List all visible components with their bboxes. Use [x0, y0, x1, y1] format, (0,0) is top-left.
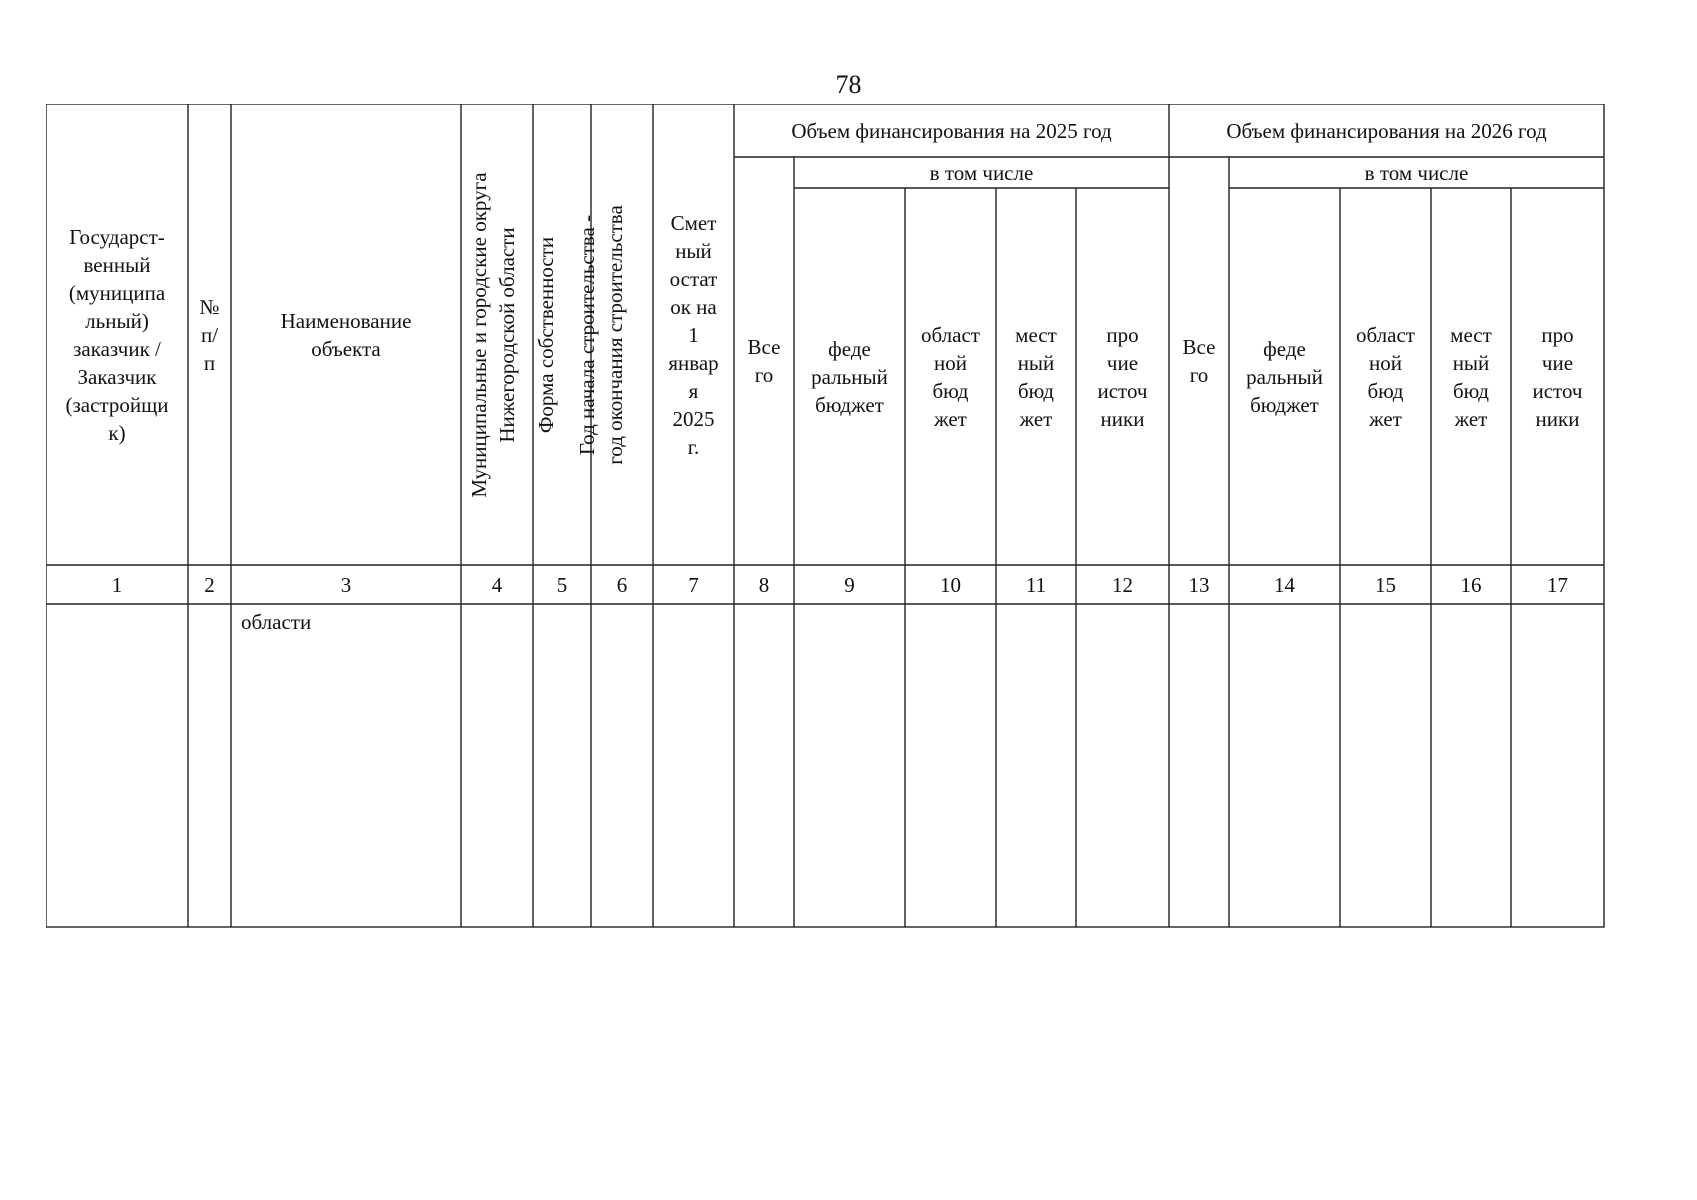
header-2026-local: мест ный бюд жет — [1450, 322, 1492, 431]
header-2025-regional: област ной бюд жет — [921, 322, 980, 431]
header-financing-2025: Объем финансирования на 2025 год — [791, 118, 1112, 143]
column-number: 5 — [556, 572, 568, 597]
column-number: 17 — [1547, 572, 1568, 597]
header-2025-local: мест ный бюд жет — [1015, 322, 1057, 431]
header-2026-total: Все го — [1182, 335, 1216, 387]
header-2026-other: про чие источ ники — [1532, 322, 1583, 431]
column-number: 14 — [1274, 572, 1295, 597]
column-number: 15 — [1375, 572, 1396, 597]
header-2026-regional: област ной бюд жет — [1356, 322, 1415, 431]
header-construction-years: Год начала строительства - год окончания строительства — [575, 205, 627, 465]
header-2026-federal: феде ральный бюджет — [1246, 336, 1323, 417]
column-number: 8 — [758, 572, 770, 597]
header-object-name: Наименование объекта — [280, 308, 412, 361]
column-number: 13 — [1188, 572, 1210, 597]
column-number: 6 — [616, 572, 628, 597]
header-municipal-districts: Муниципальные и городские округа Нижегородской области — [467, 172, 519, 498]
column-number: 7 — [688, 572, 699, 597]
column-number: 2 — [204, 572, 215, 597]
header-2025-total: Все го — [747, 335, 781, 387]
column-number: 12 — [1112, 572, 1133, 597]
header-customer: Государст- венный (муниципа льный) заказчик / Заказчик (застройщи к) — [65, 224, 169, 445]
header-2025-other: про чие источ ники — [1097, 322, 1148, 431]
page-number: 78 — [835, 70, 862, 99]
header-2026-including: в том числе — [1364, 160, 1469, 185]
column-number: 3 — [340, 572, 352, 597]
header-row-number: № п/ п — [199, 294, 220, 375]
body-object-name: области — [241, 610, 312, 634]
header-financing-2026: Объем финансирования на 2026 год — [1226, 118, 1547, 143]
financing-table — [46, 104, 1606, 929]
column-number: 1 — [111, 572, 123, 597]
header-2025-including: в том числе — [929, 160, 1034, 185]
header-estimated-balance: Смет ный остат ок на 1 январ я 2025 г. — [668, 210, 719, 459]
column-number: 9 — [844, 572, 855, 597]
column-number: 16 — [1460, 572, 1482, 597]
column-number: 11 — [1025, 572, 1047, 597]
header-2025-federal: феде ральный бюджет — [811, 336, 888, 417]
header-ownership-form: Форма собственности — [534, 236, 558, 434]
column-number: 4 — [491, 572, 503, 597]
column-number: 10 — [940, 572, 961, 597]
